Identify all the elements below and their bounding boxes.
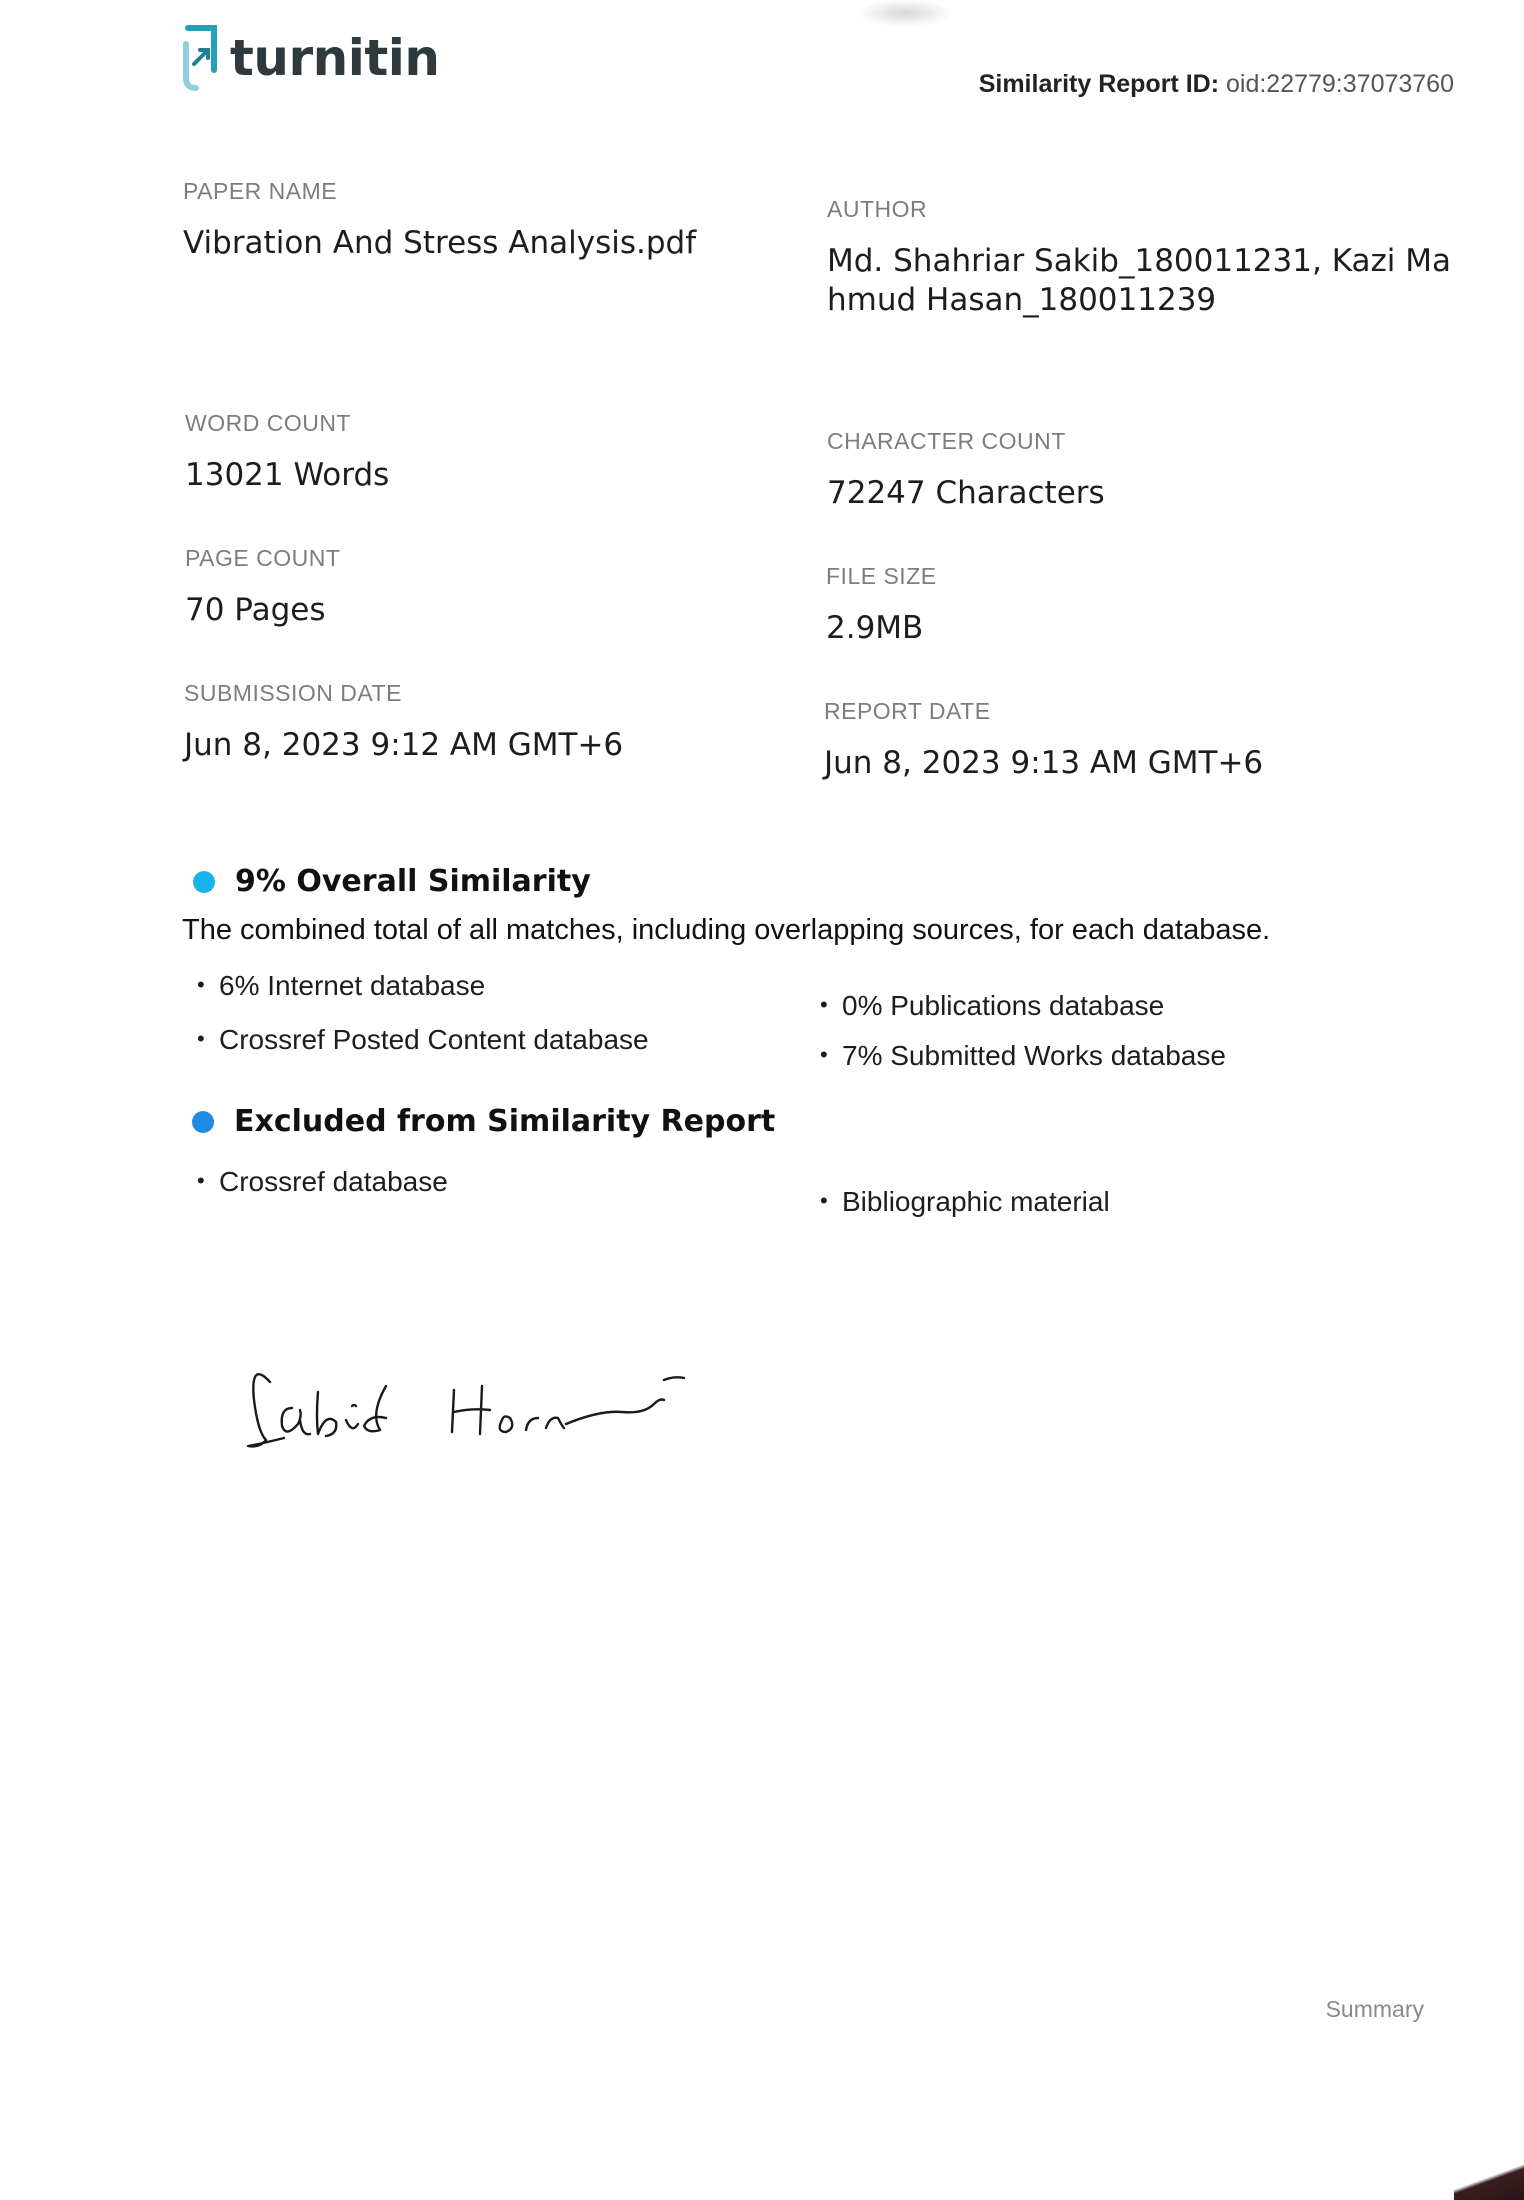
report-date-label: REPORT DATE bbox=[824, 698, 991, 724]
file-size-label: FILE SIZE bbox=[826, 563, 937, 589]
author-label: AUTHOR bbox=[827, 196, 928, 222]
page-count-label: PAGE COUNT bbox=[185, 545, 341, 571]
word-count-label: WORD COUNT bbox=[185, 410, 351, 436]
list-item bbox=[820, 1186, 1110, 1218]
submission-date-value: Jun 8, 2023 9:12 AM GMT+6 bbox=[184, 727, 624, 763]
submission-date-field bbox=[184, 680, 623, 764]
brand-name: turnitin bbox=[230, 29, 440, 87]
author-value-line1: Md. Shahriar Sakib_180011231, Kazi Ma bbox=[827, 243, 1451, 279]
list-item-text: 6% Internet database bbox=[219, 970, 486, 1001]
paper-shadow bbox=[860, 0, 950, 26]
summary-footer: Summary bbox=[1325, 1996, 1424, 2022]
list-item-text: Bibliographic material bbox=[842, 1186, 1110, 1217]
character-count-value: 72247 Characters bbox=[827, 475, 1105, 511]
excluded-heading bbox=[192, 1104, 775, 1139]
overall-similarity-heading bbox=[193, 864, 591, 899]
bullet-icon: • bbox=[820, 992, 828, 1017]
bullet-icon: • bbox=[197, 1026, 205, 1051]
paper-name-value: Vibration And Stress Analysis.pdf bbox=[183, 225, 697, 261]
bullet-icon: • bbox=[820, 1042, 828, 1067]
page-count-field bbox=[185, 545, 340, 629]
list-item bbox=[197, 1166, 448, 1198]
file-size-value: 2.9MB bbox=[826, 610, 924, 646]
character-count-field bbox=[827, 428, 1105, 512]
list-item-text: 7% Submitted Works database bbox=[842, 1040, 1226, 1071]
submission-date-label: SUBMISSION DATE bbox=[184, 680, 402, 706]
list-item bbox=[820, 1040, 1226, 1072]
excluded-title: Excluded from Similarity Report bbox=[234, 1104, 776, 1139]
turnitin-logo-icon bbox=[180, 22, 220, 94]
excluded-dot-icon bbox=[192, 1111, 214, 1133]
bullet-icon: • bbox=[197, 1168, 205, 1193]
word-count-field bbox=[185, 410, 389, 494]
similarity-dot-icon bbox=[193, 871, 215, 893]
paper-name-label: PAPER NAME bbox=[183, 178, 338, 204]
report-date-value: Jun 8, 2023 9:13 AM GMT+6 bbox=[824, 745, 1264, 781]
overall-similarity-title: 9% Overall Similarity bbox=[235, 864, 591, 899]
page-corner-background bbox=[1454, 2160, 1524, 2200]
author-field bbox=[827, 196, 1451, 318]
report-date-field bbox=[824, 698, 1263, 782]
list-item-text: 0% Publications database bbox=[842, 990, 1165, 1021]
report-id-label: Similarity Report ID: bbox=[978, 70, 1220, 98]
similarity-report-id bbox=[979, 70, 1454, 99]
character-count-label: CHARACTER COUNT bbox=[827, 428, 1066, 454]
word-count-value: 13021 Words bbox=[185, 457, 390, 493]
list-item bbox=[197, 1024, 649, 1056]
bullet-icon: • bbox=[197, 972, 205, 997]
page-count-value: 70 Pages bbox=[185, 592, 326, 628]
file-size-field bbox=[826, 563, 937, 647]
bullet-icon: • bbox=[820, 1188, 828, 1213]
report-id-value: oid:22779:37073760 bbox=[1225, 70, 1454, 98]
paper-name-field bbox=[183, 178, 696, 262]
list-item bbox=[197, 970, 485, 1002]
author-value-line2: hmud Hasan_180011239 bbox=[827, 281, 1217, 318]
list-item-text: Crossref database bbox=[219, 1166, 448, 1197]
list-item bbox=[820, 990, 1164, 1022]
handwritten-signature bbox=[240, 1340, 700, 1460]
turnitin-logo bbox=[180, 22, 440, 94]
list-item-text: Crossref Posted Content database bbox=[219, 1024, 649, 1055]
similarity-description: The combined total of all matches, including overlapping sources, for each database. bbox=[182, 914, 1271, 946]
